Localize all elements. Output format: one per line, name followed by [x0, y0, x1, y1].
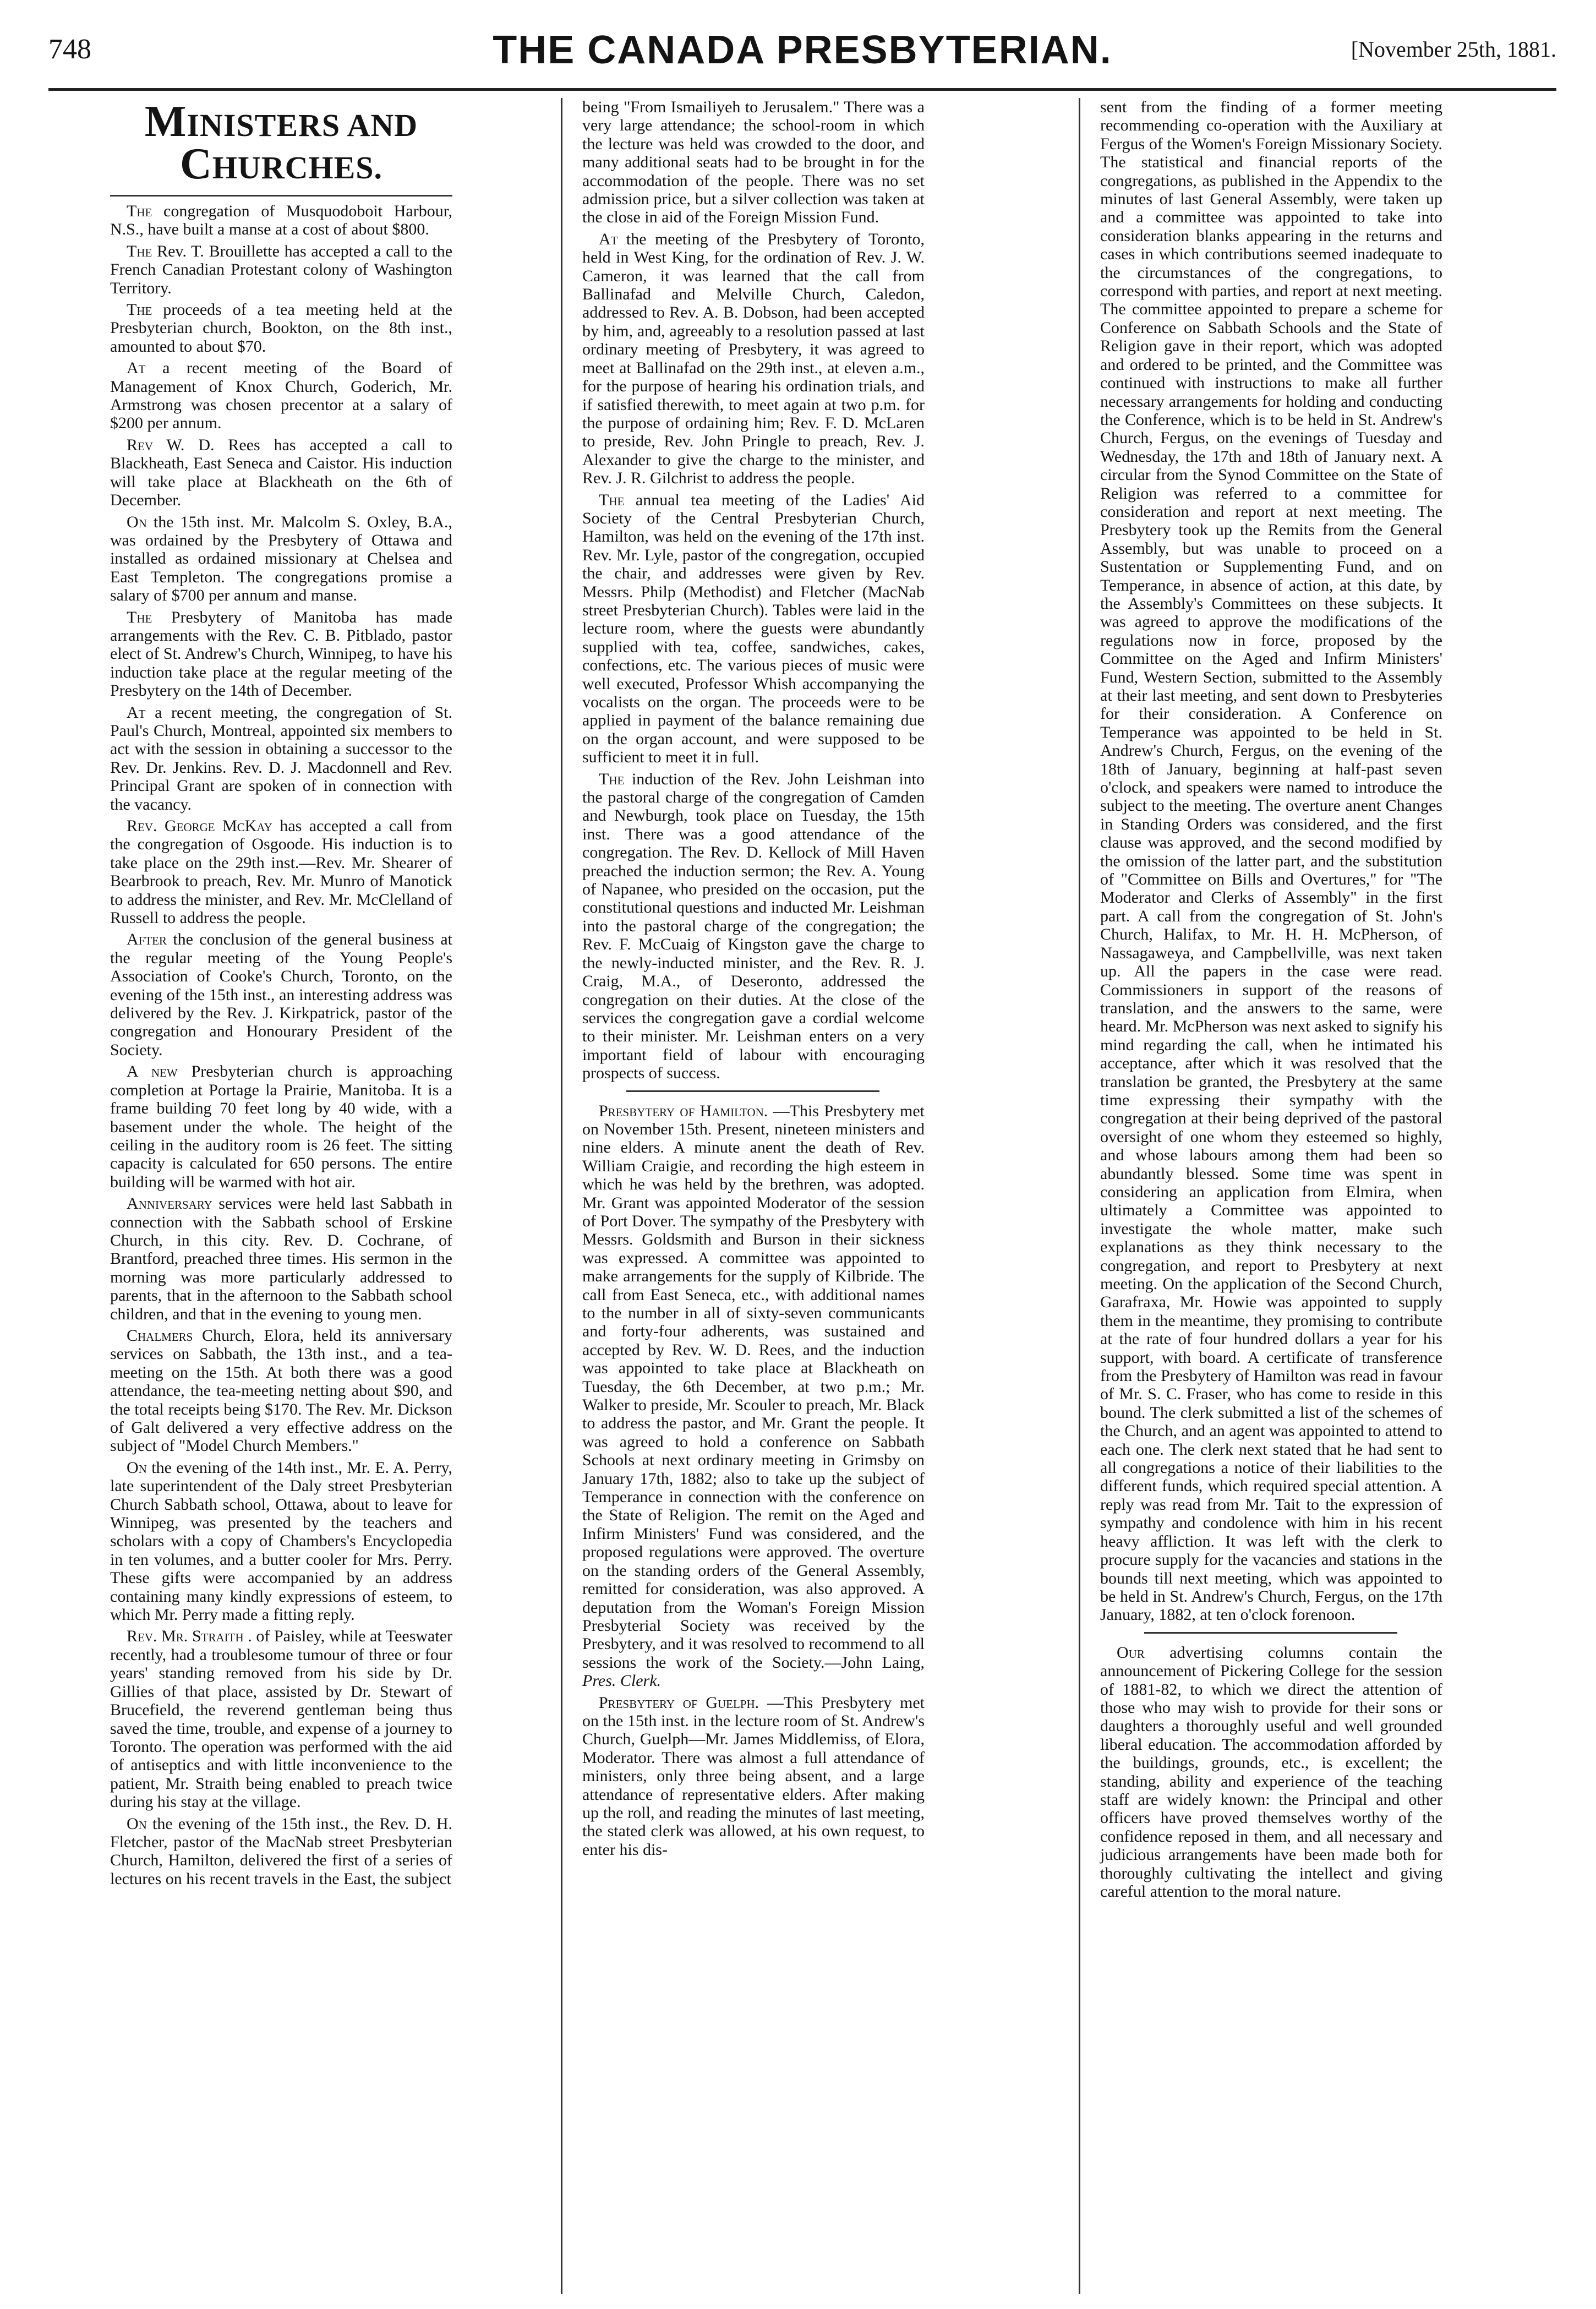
- article-paragraph: [582, 230, 925, 488]
- paragraph-lead: On: [127, 512, 147, 531]
- paragraph-lead: Rev. George McKay: [127, 817, 272, 835]
- paragraph-text: Presbytery of Manitoba has made arrangements with the Rev. C. B. Pitblado, pastor elect of St. Andrew's Church, Winnipeg, to have his induction take place at the regular meeting of the Presbytery on the 14th of December.: [110, 608, 453, 700]
- article-paragraph: [110, 1062, 452, 1191]
- paragraph-lead: At: [599, 230, 618, 248]
- paragraph-text: advertising columns contain the announcement of Pickering College for the session of 1881-82, to which we direct the attention of those who may wish to provide for their sons or daughters a thoroughly useful and well grounded liberal education. The accommodation afforded by the buildings, grounds, etc., is excellent; the standing, ability and experience of the teaching staff are widely known: the Principal and other officers have proved themselves worthy of the confidence reposed in them, and all necessary and judicious arrangements have been made both for thoroughly cultivating the intellect and giving careful attention to the moral nature.: [1100, 1643, 1442, 1901]
- paragraph-text: the 15th inst. Mr. Malcolm S. Oxley, B.A., was ordained by the Presbytery of Ottawa and installed as ordained missionary at Chelsea and East Templeton. The congregations promise a salary of $700 per annum and manse.: [110, 512, 452, 605]
- paragraph-lead: Anniversary: [127, 1194, 212, 1213]
- article-paragraph: [110, 242, 452, 297]
- paragraph-lead: The: [127, 202, 152, 220]
- paragraph-text: . of Paisley, while at Teeswater recently, had a troublesome tumour of three or four years' standing removed from his side by Dr. Gillies of that place, assisted by Dr. Stewart of Brucefield, the reverend gentleman being thus saved the time, trouble, and expense of a journey to Toronto. The operation was performed with the aid of antiseptics and with little inconvenience to the patient, Mr. Straith being enabled to preach twice during his stay at the village.: [110, 1627, 453, 1811]
- paragraph-text: Rev. T. Brouillette has accepted a call to the French Canadian Protestant colony of Washington Territory.: [110, 242, 453, 297]
- paragraph-text: annual tea meeting of the Ladies' Aid Society of the Central Presbyterian Church, Hamilton, was held on the evening of the 17th inst. Rev. Mr. Lyle, pastor of the congregation, occupied the chair, and addresses were given by Rev. Messrs. Philp (Methodist) and Fletcher (MacNab street Presbyterian Church). Tables were laid in the lecture room, where the guests were abundantly supplied with tea, coffee, sandwiches, cakes, confections, etc. The various pieces of music were well executed, Professor Whish accompanying the vocalists on the organ. The proceeds were to be applied in payment of the balance remaining due on the organ account, and were supposed to be sufficient to meet it in full.: [582, 490, 925, 767]
- article-paragraph: [582, 1102, 925, 1690]
- paragraph-lead: A new: [127, 1062, 178, 1081]
- paragraph-lead: The: [127, 242, 152, 260]
- column-2: [582, 98, 925, 1862]
- column-1: [110, 98, 452, 1891]
- signature: Pres. Clerk.: [582, 1672, 662, 1690]
- paragraph-lead: After: [127, 930, 167, 949]
- paragraph-text: a recent meeting, the congregation of St. Paul's Church, Montreal, appointed six members to act with the session in obtaining a successor to the Rev. Dr. Jenkins. Rev. D. J. Macdonnell and Rev. Principal Grant are spoken of in connection with the vacancy.: [110, 703, 452, 814]
- paragraph-text: W. D. Rees has accepted a call to Blackheath, East Seneca and Caistor. His induction will take place at Blackheath on the 6th of December.: [110, 435, 452, 510]
- page-header: [48, 28, 1556, 94]
- paragraph-text: congregation of Musquodoboit Harbour, N.S., have built a manse at a cost of about $800.: [110, 202, 452, 239]
- paragraph-lead: At: [127, 703, 146, 722]
- paragraph-text: Church, Elora, held its anniversary services on Sabbath, the 13th inst., and a tea-meeting on the 15th. At both there was a good attendance, the tea-meeting netting about $90, and the total receipts being $170. The Rev. Mr. Dickson of Galt delivered a very effective address on the subject of "Model Church Members.": [110, 1326, 452, 1455]
- paragraph-text: a recent meeting of the Board of Management of Knox Church, Goderich, Mr. Armstrong was chosen precentor at a salary of $200 per annum.: [110, 359, 453, 433]
- paragraph-lead: On: [127, 1458, 147, 1477]
- paragraph-lead: On: [127, 1814, 147, 1833]
- paragraph-text: the conclusion of the general business at the regular meeting of the Young People's Association of Cooke's Church, Toronto, on the evening of the 15th inst., an interesting address was delivered by the Rev. J. Kirkpatrick, pastor of the congregation and Honourary President of the Society.: [110, 930, 452, 1059]
- column-divider-1: [561, 98, 562, 2294]
- article-paragraph: [110, 1815, 452, 1888]
- article-paragraph: [110, 817, 452, 927]
- article-paragraph: [110, 436, 452, 510]
- section-separator: [626, 1090, 879, 1092]
- article-paragraph: [110, 930, 452, 1059]
- article-paragraph: [110, 513, 452, 605]
- column-divider-2: [1079, 98, 1080, 2294]
- article-paragraph: [110, 359, 452, 433]
- paragraph-lead: Presbytery of Guelph.: [599, 1693, 759, 1712]
- article-paragraph: [110, 1194, 452, 1323]
- header-rule: [48, 88, 1556, 91]
- paragraph-text: the meeting of the Presbytery of Toronto, held in West King, for the ordination of Rev. J. W. Cameron, it was learned that the call from Ballinafad and Melville Church, Caledon, addressed to Rev. A. B. Dobson, had been accepted by him, and, agreeably to a resolution passed at last ordinary meeting of Presbytery, it was agreed to meet at Ballinafad on the 29th inst., at eleven a.m., for the purpose of hearing his ordination trials, and if satisfied therewith, to meet again at two p.m. for the purpose of ordaining him; Rev. F. D. McLaren to preside, Rev. John Pringle to preach, Rev. J. Alexander to give the charge to the minister, and Rev. J. R. Gilchrist to address the people.: [582, 230, 925, 488]
- article-paragraph: [110, 202, 452, 239]
- paragraph-lead: Presbytery of Hamilton.: [599, 1101, 768, 1120]
- paragraph-text: —This Presbytery met on the 15th inst. in the lecture room of St. Andrew's Church, Guelph—Mr. James Middlemiss, of Elora, Moderator. There was almost a full attendance of ministers, only three being absent, and a large attendance of representative elders. After making up the roll, and reading the minutes of last meeting, the stated clerk was allowed, at his own request, to enter his dis-: [582, 1693, 925, 1859]
- paragraph-text: proceeds of a tea meeting held at the Presbyterian church, Bookton, on the 8th inst., amounted to about $70.: [110, 301, 452, 356]
- masthead-title: THE CANADA PRESBYTERIAN.: [493, 28, 1112, 72]
- article-paragraph: [110, 1627, 452, 1811]
- paragraph-lead: The: [127, 608, 152, 626]
- title-rule: [110, 195, 452, 196]
- article-paragraph: [582, 491, 925, 767]
- paragraph-text: Presbyterian church is approaching completion at Portage la Prairie, Manitoba. It is a frame building 70 feet long by 40 wide, with a basement under the whole. The height of the ceiling in the auditory room is 26 feet. The sitting capacity is calculated for 650 persons. The entire building will be warmed with hot air.: [110, 1062, 453, 1191]
- article-paragraph: [110, 608, 452, 700]
- paragraph-lead: Our: [1117, 1643, 1145, 1662]
- paragraph-text: the evening of the 14th inst., Mr. E. A. Perry, late superintendent of the Daly street Presbyterian Church Sabbath school, Ottawa, about to leave for Winnipeg, was presented by the teachers and scholars with a copy of Chambers's Encyclopedia in ten volumes, and a butter cooler for Mrs. Perry. These gifts were accompanied by an address containing many kindly expressions of esteem, to which Mr. Perry made a fitting reply.: [110, 1458, 452, 1624]
- article-paragraph: [582, 770, 925, 1083]
- article-paragraph: [1100, 1644, 1442, 1901]
- paragraph-text: the evening of the 15th inst., the Rev. D. H. Fletcher, pastor of the MacNab street Presbyterian Church, Hamilton, delivered the first of a series of lectures on his recent travels in the East, the subject: [110, 1814, 453, 1888]
- article-paragraph: [110, 703, 452, 814]
- paragraph-lead: The: [599, 490, 625, 509]
- paragraph-lead: The: [127, 301, 152, 319]
- paragraph-lead: At: [127, 359, 146, 378]
- paragraph-lead: Rev. Mr. Straith: [127, 1627, 244, 1646]
- paragraph-text: —This Presbytery met on November 15th. Present, nineteen ministers and nine elders. A minute anent the death of Rev. William Craigie, and recording the high esteem in which he was held by the brethren, was adopted. Mr. Grant was appointed Moderator of the session of Port Dover. The sympathy of the Presbytery with Messrs. Goldsmith and Burson in their sickness was expressed. A committee was appointed to make arrangements for the supply of Kilbride. The call from East Seneca, etc., with additional names to the number in all of sixty-seven communicants and forty-four adherents, was sustained and accepted by Rev. W. D. Rees, and the induction was appointed to take place at Blackheath on Tuesday, the 6th December, at two p.m.; Mr. Walker to preside, Mr. Scouler to preach, Mr. Black to address the pastor, and Mr. Grant the people. It was agreed to hold a conference on Sabbath Schools at next ordinary meeting in Grimsby on January 17th, 1882; also to take up the subject of Temperance in connection with the conference on the State of Religion. The remit on the Aged and Infirm Ministers' Fund was considered, and the proposed regulations were approved. The overture on the standing orders of the General Assembly, remitted for consideration, was also approved. A deputation from the Woman's Foreign Mission Presbyterial Society was received by the Presbytery, and it was resolved to recommend to all sessions the work of the Society.—John Laing,: [582, 1101, 925, 1672]
- article-paragraph: [582, 1694, 925, 1859]
- article-paragraph: [582, 98, 925, 227]
- paragraph-text: has accepted a call from the congregation of Osgoode. His induction is to take place on the 29th inst.—Rev. Mr. Shearer of Bearbrook to preach, Rev. Mr. Munro of Manotick to address the minister, and Rev. Mr. McClelland of Russell to address the people.: [110, 817, 452, 927]
- article-paragraph: [110, 1327, 452, 1455]
- article-paragraph: [110, 1459, 452, 1624]
- article-paragraph: [110, 301, 452, 356]
- column-3: [1100, 98, 1442, 1904]
- article-paragraph: [1100, 98, 1442, 1624]
- paragraph-text: services were held last Sabbath in connection with the Sabbath school of Erskine Church, in this city. Rev. D. Cochrane, of Brantford, preached three times. His sermon in the morning was more particularly addressed to parents, that in the afternoon to the Sabbath school children, and that in the evening to young men.: [110, 1194, 453, 1323]
- paragraph-lead: Chalmers: [127, 1326, 193, 1345]
- section-separator: [1144, 1632, 1397, 1634]
- paragraph-text: induction of the Rev. John Leishman into the pastoral charge of the congregation of Camden and Newburgh, took place on Tuesday, the 15th inst. There was a good attendance of the congregation. The Rev. D. Kellock of Mill Haven preached the induction sermon; the Rev. A. Young of Napanee, who presided on the occasion, put the constitutional questions and inducted Mr. Leishman into the pastoral charge of the congregation; the Rev. F. McCuaig of Kingston gave the charge to the newly-inducted minister, and the Rev. R. J. Craig, M.A., of Deseronto, addressed the congregation on their duties. At the close of the services the congregation gave a cordial welcome to their minister. Mr. Leishman enters on a very important field of labour with encouraging prospects of success.: [582, 769, 925, 1083]
- paragraph-text: sent from the finding of a former meeting recommending co-operation with the Auxiliary at Fergus of the Women's Foreign Missionary Society. The statistical and financial reports of the congregations, as published in the Appendix to the minutes of last General Assembly, were taken up and a committee was appointed to take into consideration blanks appearing in the returns and cases in which contributions seemed inadequate to the circumstances of the congregations, to correspond with parties, and report at next meeting. The committee appointed to prepare a scheme for Conference on Sabbath Schools and the State of Religion gave in their report, which was adopted and ordered to be printed, and the Committee was continued with instructions to make all further necessary arrangements for holding and conducting the Conference, which is to be held in St. Andrew's Church, Fergus, on the evenings of Tuesday and Wednesday, the 17th and 18th of January next. A circular from the Synod Committee on the State of Religion was referred to a committee for consideration and report at next meeting. The Presbytery took up the Remits from the General Assembly, but was unable to proceed on a Sustentation or Supplementing Fund, and on Temperance, in absence of action, at this date, by the Assembly's Committees on these subjects. It was agreed to approve the modifications of the regulations now in force, proposed by the Committee on the Aged and Infirm Ministers' Fund, Western Section, submitted to the Assembly at their last meeting, and sent down to Presbyteries for their consideration. A Conference on Temperance was appointed to be held in St. Andrew's Church, Fergus, on the evening of the 18th of January, beginning at half-past seven o'clock, and speakers were named to introduce the subject to the meeting. The overture anent Changes in Standing Orders was considered, and the first clause was approved, and the second modified by the omission of the latter part, and the substitution of "Committee on Bills and Overtures," for "The Moderator and Clerks of Assembly" in the first part. A call from the congregation of St. John's Church, Halifax, to Mr. H. H. McPherson, of Nassagaweya, and Campbellville, was next taken up. All the papers in the case were read. Commissioners in support of the reasons of translation, and the answers to the same, were heard. Mr. McPherson was next asked to signify his mind regarding the call, when he intimated his acceptance, after which it was resolved that the translation be granted, the Presbytery at the same time expressing their sympathy with the congregation at their being deprived of the pastoral oversight of one whom they esteemed so highly, and whose labours among them had been so abundantly blessed. Some time was spent in considering an application from Elmira, when ultimately a Committee was appointed to investigate the whole matter, make such explanations as they think necessary to the congregation, and report to Presbytery at next meeting. On the application of the Second Church, Garafraxa, Mr. Howie was appointed to supply them in the meantime, they promising to contribute at the rate of four hundred dollars a year for his support, with board. A certificate of transference from the Presbytery of Hamilton was read in favour of Mr. S. C. Fraser, who has come to reside in this bound. The clerk submitted a list of the schemes of the Church, and an agent was appointed to attend to each one. The clerk next stated that he had sent to all congregations a notice of their liabilities to the different funds, which required special attention. A reply was read from Mr. Tait to the expression of sympathy and condolence with him in his recent heavy affliction. It was left with the clerk to procure supply for the vacancies and stations in the bounds till next meeting, which was appointed to be held in St. Andrew's Church, Fergus, on the 17th January, 1882, at ten o'clock forenoon.: [1100, 98, 1442, 1624]
- issue-date: [November 25th, 1881.: [1351, 37, 1556, 62]
- paragraph-lead: The: [599, 769, 625, 788]
- paragraph-lead: Rev: [127, 435, 154, 454]
- section-title: MINISTERS AND CHURCHES.: [144, 97, 418, 188]
- page-number: 748: [48, 34, 91, 65]
- paragraph-text: being "From Ismailiyeh to Jerusalem." There was a very large attendance; the school-room in which the lecture was held was crowded to the door, and many additional seats had to be brought in for the accommodation of the people. There was no set admission price, but a silver collection was taken at the close in aid of the Foreign Mission Fund.: [582, 98, 925, 227]
